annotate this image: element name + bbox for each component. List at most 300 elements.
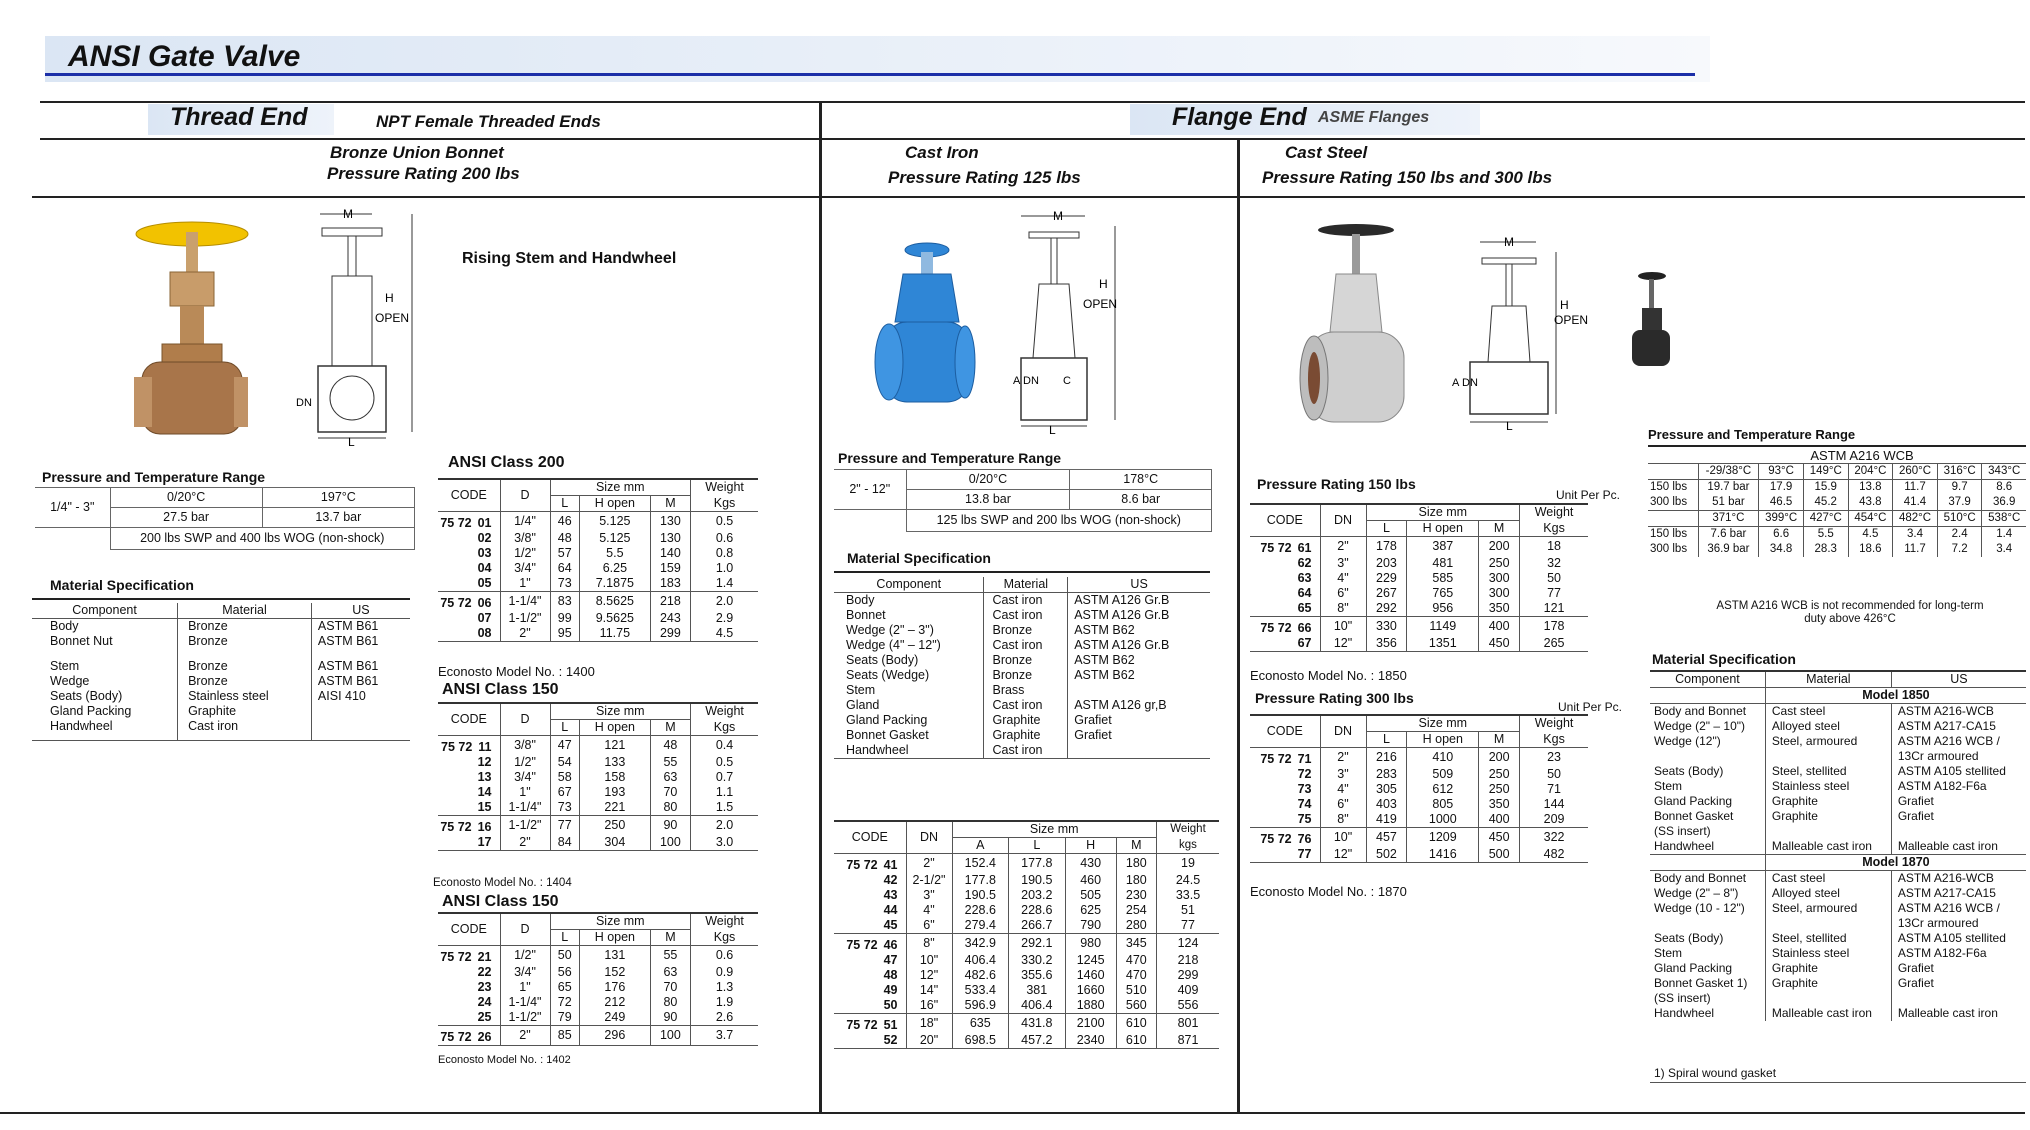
table-cell: 0.7 xyxy=(691,770,758,785)
code-cell xyxy=(834,983,906,998)
table-cell: 36.9 xyxy=(1982,495,2026,511)
table-cell: 1-1/4" xyxy=(500,995,550,1010)
table-cell: Graphite xyxy=(1765,794,1891,809)
code-prefix: 75 72 xyxy=(846,938,878,952)
table-cell: Cast steel xyxy=(1765,704,1891,720)
table-row xyxy=(1648,495,2026,511)
table-row xyxy=(438,946,758,966)
table-cell: 6" xyxy=(1320,586,1366,601)
table-cell xyxy=(1765,824,1891,839)
table-cell: 177.8 xyxy=(952,873,1009,888)
table-cell: 2" xyxy=(500,626,550,642)
te-pt-bar-1: 27.5 bar xyxy=(110,508,262,528)
table-cell: 2.4 xyxy=(1937,527,1982,543)
table-cell: 121 xyxy=(1520,601,1588,617)
table-cell: 250 xyxy=(1479,767,1520,782)
table-cell: Bonnet xyxy=(846,608,886,622)
table-cell: 1.3 xyxy=(691,980,758,995)
table-cell: Wedge (4" – 12") xyxy=(846,638,941,652)
ci-mat-title: Material Specification xyxy=(847,550,991,566)
table-cell: 58 xyxy=(550,770,580,785)
table-cell: 5.5 xyxy=(580,546,651,561)
table-cell: 80 xyxy=(650,995,690,1010)
table-cell: ASTM A126 gr,B xyxy=(1068,698,1210,713)
table-cell: 2" xyxy=(1320,537,1366,557)
table-cell: 450 xyxy=(1479,828,1520,848)
table-cell: Bonnet Gasket 1) xyxy=(1654,976,1748,990)
table-cell: 470 xyxy=(1116,953,1156,968)
te-pt-temp-2: 197°C xyxy=(262,488,414,508)
table-cell: 585 xyxy=(1407,571,1479,586)
table-cell: 150 lbs xyxy=(1650,481,1688,493)
table-cell: 1-1/4" xyxy=(500,592,550,612)
table-cell: 33.5 xyxy=(1156,888,1219,903)
table-cell: 3" xyxy=(906,888,952,903)
table-cell: 73 xyxy=(550,800,580,816)
table-cell: Stem xyxy=(846,683,876,697)
table-cell: 64 xyxy=(550,561,580,576)
table-cell: -29/38°C xyxy=(1698,464,1759,480)
svg-text:OPEN: OPEN xyxy=(1083,297,1118,311)
table-cell: 956 xyxy=(1407,601,1479,617)
code-prefix: 75 72 xyxy=(440,820,472,834)
table-cell: 55 xyxy=(650,755,690,770)
code-suffix: 72 xyxy=(1297,767,1312,781)
table-cell: 4" xyxy=(1320,571,1366,586)
table-cell: 1-1/4" xyxy=(500,800,550,816)
list-item xyxy=(1650,734,2026,749)
table-cell: Grafiet xyxy=(1891,794,2026,809)
table-cell: 19 xyxy=(1156,854,1219,874)
table-cell: 11.75 xyxy=(580,626,651,642)
table-cell: 280 xyxy=(1116,918,1156,934)
table-row xyxy=(438,531,758,546)
class200-title: ANSI Class 200 xyxy=(448,454,565,471)
table-cell: (SS insert) xyxy=(1654,824,1711,838)
table-cell: 2100 xyxy=(1065,1014,1116,1034)
code-cell xyxy=(1250,537,1320,557)
table-cell: Wedge (2" – 8") xyxy=(1654,886,1739,900)
header-rule xyxy=(45,73,1695,76)
table-cell: 51 xyxy=(1156,903,1219,918)
svg-text:DN: DN xyxy=(1462,377,1478,389)
table-cell: 50 xyxy=(1520,571,1588,586)
table-cell: 1" xyxy=(500,980,550,995)
code-suffix: 75 xyxy=(1297,812,1312,826)
table-cell: 8.6 xyxy=(1982,480,2026,496)
table-cell: 457 xyxy=(1366,828,1407,848)
code-suffix: 13 xyxy=(477,770,492,784)
table-cell: 152.4 xyxy=(952,854,1009,874)
code-cell xyxy=(1250,586,1320,601)
table-cell: 509 xyxy=(1407,767,1479,782)
table-row xyxy=(1250,748,1588,768)
table-cell: 55 xyxy=(650,946,690,966)
table-cell: 279.4 xyxy=(952,918,1009,934)
list-item xyxy=(1650,1006,2026,1021)
code-cell xyxy=(438,546,500,561)
table-cell: 5.125 xyxy=(580,531,651,546)
list-item xyxy=(1650,764,2026,779)
table-cell: Bonnet Gasket xyxy=(846,728,929,742)
table-cell: Graphite xyxy=(1765,961,1891,976)
table-cell: 130 xyxy=(650,531,690,546)
list-item xyxy=(834,593,1210,609)
table-cell: 387 xyxy=(1407,537,1479,557)
code-cell xyxy=(1250,847,1320,863)
table-cell: 502 xyxy=(1366,847,1407,863)
table-cell: Cast iron xyxy=(984,593,1068,609)
list-item xyxy=(834,713,1210,728)
steel-mat-footnote: 1) Spiral wound gasket xyxy=(1654,1066,1777,1080)
code-suffix: 71 xyxy=(1297,752,1312,766)
table-cell: 85 xyxy=(550,1026,580,1046)
code-cell xyxy=(834,953,906,968)
table-cell: 3/4" xyxy=(500,770,550,785)
table-cell: 230 xyxy=(1116,888,1156,903)
cast-steel-title: Cast Steel xyxy=(1285,143,1368,162)
code-cell xyxy=(438,980,500,995)
table-cell: 292 xyxy=(1366,601,1407,617)
code-cell xyxy=(438,592,500,612)
table-cell: 2" xyxy=(500,1026,550,1046)
table-cell: 70 xyxy=(650,980,690,995)
code-prefix: 75 72 xyxy=(1260,752,1292,766)
table-cell: ASTM A182-F6a xyxy=(1891,779,2026,794)
code-prefix: 75 72 xyxy=(440,516,472,530)
stem-note: Rising Stem and Handwheel xyxy=(462,250,677,267)
table-cell: 178 xyxy=(1366,537,1407,557)
table-cell xyxy=(1765,916,1891,931)
table-row xyxy=(1250,537,1588,557)
table-cell: Gland Packing xyxy=(1654,794,1733,808)
code-cell xyxy=(438,816,500,836)
table-row xyxy=(438,770,758,785)
code-suffix: 65 xyxy=(1297,601,1312,615)
table-cell: 406.4 xyxy=(952,953,1009,968)
table-cell: 1416 xyxy=(1407,847,1479,863)
table-row xyxy=(1250,797,1588,812)
table-cell: 533.4 xyxy=(952,983,1009,998)
list-item xyxy=(1650,719,2026,734)
code-suffix: 08 xyxy=(477,626,492,640)
table-cell: 1" xyxy=(500,576,550,592)
table-cell: 350 xyxy=(1479,797,1520,812)
table-cell: 133 xyxy=(580,755,651,770)
te-mat-table: Component Material US Body Bronze ASTM B61 Bonnet Nut Bronze ASTM B61 Stem Bronze ASTM B61 Wedge Bronze ASTM B61 Seats (Body) Stainless steel AISI 410 Gland Packing Graphite Handwheel Cast iron xyxy=(32,603,410,741)
te-mat-title: Material Specification xyxy=(50,577,194,593)
table-cell: Cast iron xyxy=(984,638,1068,653)
table-cell: 200 xyxy=(1479,748,1520,768)
code-prefix: 75 72 xyxy=(1260,541,1292,555)
table-row xyxy=(438,592,758,612)
code-prefix: 75 72 xyxy=(440,596,472,610)
code-cell xyxy=(438,576,500,592)
code-cell xyxy=(1250,636,1320,652)
list-item xyxy=(1650,991,2026,1006)
table-cell: 221 xyxy=(580,800,651,816)
code-cell xyxy=(834,934,906,954)
cast-steel-valve-image xyxy=(1300,222,1415,437)
table-cell: 350 xyxy=(1479,601,1520,617)
code-cell xyxy=(834,888,906,903)
code-cell xyxy=(438,1026,500,1046)
table-cell: 7.2 xyxy=(1937,542,1982,557)
code-suffix: 44 xyxy=(883,903,898,917)
table-cell: 50 xyxy=(1520,767,1588,782)
table-row xyxy=(1648,527,2026,543)
svg-text:H: H xyxy=(1560,298,1569,312)
table-cell: 77 xyxy=(1156,918,1219,934)
table-cell: Wedge (2" – 3") xyxy=(846,623,934,637)
table-cell: 24.5 xyxy=(1156,873,1219,888)
table-cell: 9.7 xyxy=(1937,480,1982,496)
table-cell: 1-1/2" xyxy=(500,1010,550,1026)
p300-title: Pressure Rating 300 lbs xyxy=(1255,690,1414,706)
svg-text:DN: DN xyxy=(1023,375,1039,387)
table-cell: 250 xyxy=(580,816,651,836)
table-cell: 410 xyxy=(1407,748,1479,768)
table-cell: 209 xyxy=(1520,812,1588,828)
table-row xyxy=(1250,767,1588,782)
list-item xyxy=(834,623,1210,638)
table-cell: 612 xyxy=(1407,782,1479,797)
table-cell: 100 xyxy=(650,1026,690,1046)
table-cell: 454°C xyxy=(1848,511,1893,527)
table-cell: 482°C xyxy=(1893,511,1938,527)
table-cell: 37.9 xyxy=(1937,495,1982,511)
table-cell: 14" xyxy=(906,983,952,998)
table-cell: 1-1/2" xyxy=(500,816,550,836)
table-cell: 419 xyxy=(1366,812,1407,828)
table-cell: 0.5 xyxy=(691,755,758,770)
code-suffix: 24 xyxy=(477,995,492,1009)
code-suffix: 07 xyxy=(477,611,492,625)
code-cell xyxy=(1250,601,1320,617)
table-cell: Cast iron xyxy=(984,698,1068,713)
class150a-title: ANSI Class 150 xyxy=(442,681,559,698)
table-cell: 1-1/2" xyxy=(500,611,550,626)
code-cell xyxy=(1250,812,1320,828)
cast-iron-valve-image xyxy=(875,240,975,422)
table-row xyxy=(834,1014,1219,1034)
table-cell: 2" xyxy=(500,835,550,851)
table-cell: 6" xyxy=(1320,797,1366,812)
table-cell: 18.6 xyxy=(1848,542,1893,557)
table-row xyxy=(1648,542,2026,557)
table-cell: 2340 xyxy=(1065,1033,1116,1049)
code-suffix: 47 xyxy=(883,953,898,967)
table-cell: 243 xyxy=(650,611,690,626)
list-item xyxy=(1650,749,2026,764)
code-cell xyxy=(438,1010,500,1026)
table-cell: 299 xyxy=(1156,968,1219,983)
code-suffix: 62 xyxy=(1297,556,1312,570)
table-cell: 10" xyxy=(906,953,952,968)
table-cell: 3/8" xyxy=(500,531,550,546)
table-cell: Body and Bonnet xyxy=(1654,704,1747,718)
table-cell: 505 xyxy=(1065,888,1116,903)
table-cell: 46 xyxy=(550,512,580,532)
table-cell: 200 xyxy=(1479,537,1520,557)
code-cell xyxy=(1250,571,1320,586)
cast-iron-title: Cast Iron xyxy=(905,143,979,162)
table-row xyxy=(438,1026,758,1046)
list-item xyxy=(1650,976,2026,991)
table-row xyxy=(1250,556,1588,571)
code-suffix: 46 xyxy=(883,938,898,952)
table-cell: ASTM A216 WCB / xyxy=(1891,901,2026,916)
table-cell: 510°C xyxy=(1937,511,1982,527)
table-row xyxy=(834,998,1219,1014)
table-cell: 2.9 xyxy=(691,611,758,626)
list-item xyxy=(834,698,1210,713)
table-cell: 980 xyxy=(1065,934,1116,954)
table-cell: 10" xyxy=(1320,828,1366,848)
table-cell: 300 lbs xyxy=(1650,496,1688,508)
table-cell: 3.4 xyxy=(1982,542,2026,557)
table-cell: 79 xyxy=(550,1010,580,1026)
table-cell: 63 xyxy=(650,770,690,785)
table-cell: 7.6 bar xyxy=(1698,527,1759,543)
code-cell xyxy=(438,561,500,576)
flange-end-subtitle: ASME Flanges xyxy=(1318,109,1430,126)
table-cell: 596.9 xyxy=(952,998,1009,1014)
table-cell: 176 xyxy=(580,980,651,995)
table-cell: 1.4 xyxy=(1982,527,2026,543)
steel-pt-note: ASTM A216 WCB is not recommended for long-term duty above 426°C xyxy=(1716,600,1984,625)
table-cell: 300 xyxy=(1479,571,1520,586)
table-cell: Brass xyxy=(984,683,1068,698)
bronze-valve-drawing xyxy=(296,206,430,449)
code-cell xyxy=(1250,556,1320,571)
table-cell: 871 xyxy=(1156,1033,1219,1049)
table-cell: 8" xyxy=(1320,812,1366,828)
list-item xyxy=(834,638,1210,653)
table-cell xyxy=(1068,743,1210,759)
code-cell xyxy=(1250,797,1320,812)
table-cell: Stainless steel xyxy=(1765,779,1891,794)
te-pt-temp-1: 0/20°C xyxy=(110,488,262,508)
table-cell: 1880 xyxy=(1065,998,1116,1014)
table-cell: 67 xyxy=(550,785,580,800)
code-suffix: 04 xyxy=(477,561,492,575)
thread-end-title: Thread End xyxy=(170,103,308,131)
table-cell: 343°C xyxy=(1982,464,2026,480)
table-row xyxy=(438,626,758,642)
ci-dims-table: CODE DN Size mm Weight A L H M kgs 75 72 41 2" 152.4 177.8 430 180 19 42 2-1/2" 177.8 190.5 460 180 24.5 43 3" 190.5 203.2 505 230 33.5 44 4" 228.6 228.6 625 254 51 45 6" 279.4 266.7 790 280 77 75 72 46 8" 342.9 292.1 980 345 124 47 10" 406.4 330.2 1245 470 218 48 12" 482.6 355.6 1460 470 299 49 14" 533.4 381 1660 510 409 50 16" 596.9 406.4 1880 560 556 75 72 51 18" 635 431.8 2100 610 801 52 20" 698.5 457.2 2340 610 871 xyxy=(834,820,1219,1049)
svg-text:L: L xyxy=(1506,419,1513,433)
class150a-model-note: Econosto Model No. : 1404 xyxy=(433,877,572,889)
table-row xyxy=(834,968,1219,983)
table-cell: 2.0 xyxy=(691,816,758,836)
table-cell: Graphite xyxy=(984,728,1068,743)
table-row xyxy=(834,903,1219,918)
table-cell: 460 xyxy=(1065,873,1116,888)
table-cell: 71 xyxy=(1520,782,1588,797)
code-cell xyxy=(1250,782,1320,797)
code-cell xyxy=(438,965,500,980)
list-item xyxy=(834,728,1210,743)
code-suffix: 02 xyxy=(477,531,492,545)
thread-end-material-line: Bronze Union Bonnet xyxy=(330,143,504,162)
table-cell: 625 xyxy=(1065,903,1116,918)
class150a-table: CODE D Size mm Weight L H open M Kgs 75 72 11 3/8" 47 121 48 0.4 12 1/2" 54 133 55 0.5 13 3/4" 58 158 63 0.7 14 1" 67 193 70 1.1 15 1-1/4" 73 221 80 1.5 75 72 16 1-1/2" 77 250 90 2.0 17 2" 84 304 100 3.0 xyxy=(438,702,758,851)
table-cell: 8" xyxy=(906,934,952,954)
steel-pt-table: ASTM A216 WCB -29/38°C 93°C 149°C 204°C 260°C 316°C 343°C 150 lbs 19.7 bar 17.9 15.9 13.8 11.7 9.7 8.6 300 lbs 51 bar 46.5 45.2 43.8 41.4 37.9 36.9 371°C 399°C 427°C 454°C 482°C 510°C 538°C 150 lbs 7.6 bar 6.6 5.5 4.5 3.4 2.4 1.4 300 lbs 36.9 bar 34.8 28.3 18.6 11.7 7.2 3.4 xyxy=(1648,448,2026,557)
table-cell: 427°C xyxy=(1803,511,1848,527)
table-cell: 47 xyxy=(550,736,580,756)
table-cell: 65 xyxy=(550,980,580,995)
table-cell: 83 xyxy=(550,592,580,612)
table-row xyxy=(834,983,1219,998)
table-row xyxy=(1250,586,1588,601)
code-cell xyxy=(438,770,500,785)
table-cell: 304 xyxy=(580,835,651,851)
svg-text:OPEN: OPEN xyxy=(1554,313,1589,327)
table-cell: 63 xyxy=(650,965,690,980)
table-cell xyxy=(1765,749,1891,764)
table-cell: 292.1 xyxy=(1009,934,1066,954)
table-row xyxy=(438,835,758,851)
list-item xyxy=(1650,871,2026,887)
table-cell: ASTM A217-CA15 xyxy=(1891,886,2026,901)
ci-pt-table: 2" - 12" 0/20°C 178°C 13.8 bar 8.6 bar 125 lbs SWP and 200 lbs WOG (non-shock) xyxy=(834,469,1212,532)
table-cell: Seats (Wedge) xyxy=(846,668,930,682)
code-suffix: 51 xyxy=(883,1018,898,1032)
table-cell: 1/2" xyxy=(500,755,550,770)
svg-text:A: A xyxy=(1452,377,1460,389)
small-valve-image xyxy=(1628,270,1674,370)
flange-end-title: Flange End xyxy=(1172,103,1307,131)
table-row xyxy=(834,854,1219,874)
table-cell: ASTM A216-WCB xyxy=(1891,871,2026,887)
code-suffix: 03 xyxy=(477,546,492,560)
table-cell: 4" xyxy=(1320,782,1366,797)
table-cell: 300 lbs xyxy=(1650,543,1688,555)
code-cell xyxy=(834,918,906,934)
table-cell: 355.6 xyxy=(1009,968,1066,983)
table-cell: 41.4 xyxy=(1893,495,1938,511)
p150-title: Pressure Rating 150 lbs xyxy=(1257,476,1416,492)
code-suffix: 26 xyxy=(477,1030,492,1044)
table-cell: 77 xyxy=(550,816,580,836)
table-cell: 635 xyxy=(952,1014,1009,1034)
ci-pt-title: Pressure and Temperature Range xyxy=(838,450,1062,466)
table-cell: 45.2 xyxy=(1803,495,1848,511)
table-cell: 1245 xyxy=(1065,953,1116,968)
table-cell: Malleable cast iron xyxy=(1891,839,2026,855)
table-cell: 409 xyxy=(1156,983,1219,998)
table-cell: Malleable cast iron xyxy=(1765,1006,1891,1021)
te-mat-h1: Component xyxy=(72,603,137,617)
table-cell: 32 xyxy=(1520,556,1588,571)
table-cell: 254 xyxy=(1116,903,1156,918)
table-cell: 305 xyxy=(1366,782,1407,797)
table-cell: ASTM B62 xyxy=(1068,653,1210,668)
list-item xyxy=(1650,916,2026,931)
table-cell: 190.5 xyxy=(952,888,1009,903)
table-cell: 12" xyxy=(1320,847,1366,863)
list-item xyxy=(834,608,1210,623)
table-cell: 470 xyxy=(1116,968,1156,983)
code-cell xyxy=(438,736,500,756)
cast-steel-pressure: Pressure Rating 150 lbs and 300 lbs xyxy=(1262,168,1553,187)
table-cell: Cast iron xyxy=(984,608,1068,623)
code-prefix: 75 72 xyxy=(440,1030,472,1044)
table-cell: Body and Bonnet xyxy=(1654,871,1747,885)
code-cell xyxy=(1250,617,1320,637)
